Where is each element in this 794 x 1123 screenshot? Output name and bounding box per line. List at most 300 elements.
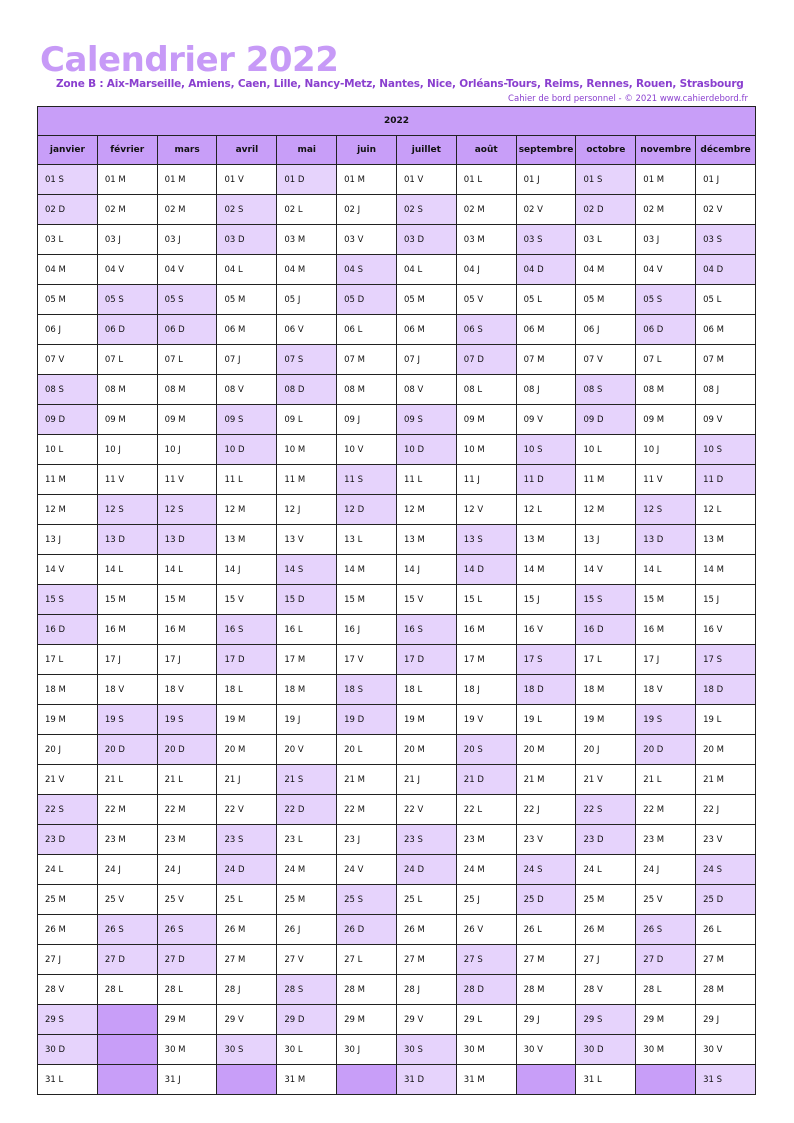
day-cell: 03 L [38,225,98,255]
day-cell: 12 S [636,495,696,525]
month-header: septembre [516,136,576,165]
day-cell: 21 J [217,765,277,795]
month-header: mai [277,136,337,165]
day-cell: 16 J [337,615,397,645]
month-header: octobre [576,136,636,165]
day-cell: 18 V [636,675,696,705]
day-cell: 23 M [97,825,157,855]
day-cell: 05 S [97,285,157,315]
day-cell: 13 M [516,525,576,555]
day-cell: 25 M [38,885,98,915]
day-cell: 25 L [396,885,456,915]
day-cell: 23 J [337,825,397,855]
day-cell: 21 D [456,765,516,795]
day-cell: 08 M [636,375,696,405]
day-cell: 28 L [157,975,217,1005]
day-cell: 12 M [576,495,636,525]
day-cell: 16 S [396,615,456,645]
day-cell: 14 S [277,555,337,585]
day-cell: 27 M [516,945,576,975]
day-cell: 21 V [38,765,98,795]
day-cell: 25 S [337,885,397,915]
day-cell: 15 V [396,585,456,615]
day-cell: 25 V [97,885,157,915]
table-row [38,285,756,315]
day-cell: 08 V [396,375,456,405]
day-cell: 26 V [456,915,516,945]
day-cell: 02 V [516,195,576,225]
day-cell: 08 L [456,375,516,405]
day-cell: 29 M [337,1005,397,1035]
day-cell: 08 M [337,375,397,405]
day-cell: 26 S [97,915,157,945]
day-cell: 30 M [157,1035,217,1065]
day-cell: 12 M [396,495,456,525]
day-cell: 27 D [157,945,217,975]
day-cell: 30 M [456,1035,516,1065]
day-cell: 27 S [456,945,516,975]
day-cell: 11 M [277,465,337,495]
day-cell: 11 D [696,465,756,495]
day-cell: 18 L [396,675,456,705]
day-cell: 13 J [38,525,98,555]
day-cell: 17 D [396,645,456,675]
day-cell: 05 D [337,285,397,315]
day-cell: 31 J [157,1065,217,1095]
day-cell: 03 J [157,225,217,255]
table-row [38,615,756,645]
day-cell: 07 M [337,345,397,375]
day-cell: 09 L [277,405,337,435]
day-cell: 05 M [38,285,98,315]
day-cell: 03 V [337,225,397,255]
day-cell: 23 M [456,825,516,855]
day-cell: 04 V [157,255,217,285]
table-row [38,375,756,405]
day-cell: 09 V [696,405,756,435]
day-cell: 25 V [636,885,696,915]
table-row [38,645,756,675]
day-cell: 14 J [396,555,456,585]
month-header: février [97,136,157,165]
day-cell: 15 M [337,585,397,615]
day-cell: 23 L [277,825,337,855]
day-cell: 20 J [38,735,98,765]
day-cell: 06 M [396,315,456,345]
day-cell: 19 S [636,705,696,735]
day-cell: 08 M [157,375,217,405]
day-cell: 07 J [217,345,277,375]
day-cell: 17 L [38,645,98,675]
day-cell: 07 L [157,345,217,375]
empty-day-cell [636,1065,696,1095]
day-cell: 30 D [576,1035,636,1065]
day-cell: 29 V [217,1005,277,1035]
day-cell: 28 M [516,975,576,1005]
day-cell: 22 V [217,795,277,825]
day-cell: 09 S [217,405,277,435]
day-cell: 29 L [456,1005,516,1035]
day-cell: 19 M [217,705,277,735]
day-cell: 06 M [696,315,756,345]
day-cell: 07 V [576,345,636,375]
day-cell: 05 S [636,285,696,315]
table-row [38,585,756,615]
day-cell: 11 L [396,465,456,495]
day-cell: 10 S [516,435,576,465]
day-cell: 17 S [696,645,756,675]
day-cell: 24 S [696,855,756,885]
month-header: décembre [696,136,756,165]
day-cell: 02 D [38,195,98,225]
day-cell: 08 V [217,375,277,405]
day-cell: 22 L [456,795,516,825]
day-cell: 04 M [277,255,337,285]
day-cell: 21 J [396,765,456,795]
day-cell: 19 M [38,705,98,735]
day-cell: 15 M [97,585,157,615]
day-cell: 01 J [696,165,756,195]
day-cell: 02 J [337,195,397,225]
day-cell: 15 J [516,585,576,615]
table-row [38,195,756,225]
day-cell: 05 M [396,285,456,315]
day-cell: 29 J [696,1005,756,1035]
day-cell: 04 M [38,255,98,285]
day-cell: 01 L [456,165,516,195]
day-cell: 05 S [157,285,217,315]
day-cell: 15 M [157,585,217,615]
day-cell: 22 M [337,795,397,825]
empty-day-cell [97,1035,157,1065]
day-cell: 27 M [696,945,756,975]
day-cell: 30 L [277,1035,337,1065]
day-cell: 04 D [516,255,576,285]
day-cell: 15 S [38,585,98,615]
day-cell: 27 J [38,945,98,975]
day-cell: 04 V [636,255,696,285]
day-cell: 01 D [277,165,337,195]
day-cell: 19 S [157,705,217,735]
day-cell: 08 D [277,375,337,405]
table-row [38,975,756,1005]
table-row [38,465,756,495]
day-cell: 18 M [38,675,98,705]
day-cell: 01 M [337,165,397,195]
day-cell: 26 S [157,915,217,945]
day-cell: 06 S [456,315,516,345]
day-cell: 21 M [337,765,397,795]
table-row [38,345,756,375]
day-cell: 22 D [277,795,337,825]
day-cell: 13 M [396,525,456,555]
day-cell: 14 L [97,555,157,585]
day-cell: 26 L [696,915,756,945]
day-cell: 14 V [576,555,636,585]
empty-day-cell [217,1065,277,1095]
day-cell: 14 M [337,555,397,585]
day-cell: 22 S [576,795,636,825]
day-cell: 19 D [337,705,397,735]
day-cell: 02 M [157,195,217,225]
day-cell: 21 S [277,765,337,795]
day-cell: 25 D [516,885,576,915]
table-row [38,555,756,585]
day-cell: 06 J [576,315,636,345]
day-cell: 27 D [636,945,696,975]
table-row [38,795,756,825]
day-cell: 04 D [696,255,756,285]
day-cell: 18 M [576,675,636,705]
day-cell: 20 M [396,735,456,765]
day-cell: 28 S [277,975,337,1005]
day-cell: 10 J [636,435,696,465]
day-cell: 27 M [217,945,277,975]
day-cell: 23 V [516,825,576,855]
day-cell: 21 L [636,765,696,795]
day-cell: 03 S [696,225,756,255]
day-cell: 10 L [38,435,98,465]
day-cell: 11 M [38,465,98,495]
day-cell: 02 M [456,195,516,225]
table-row [38,225,756,255]
day-cell: 24 J [97,855,157,885]
day-cell: 06 D [157,315,217,345]
month-header: janvier [38,136,98,165]
day-cell: 01 M [157,165,217,195]
day-cell: 24 D [396,855,456,885]
day-cell: 31 L [38,1065,98,1095]
table-row [38,705,756,735]
day-cell: 16 V [516,615,576,645]
day-cell: 20 V [277,735,337,765]
day-cell: 02 M [636,195,696,225]
day-cell: 22 J [516,795,576,825]
day-cell: 03 M [456,225,516,255]
day-cell: 25 L [217,885,277,915]
day-cell: 16 D [576,615,636,645]
day-cell: 03 M [277,225,337,255]
day-cell: 15 L [456,585,516,615]
day-cell: 15 J [696,585,756,615]
day-cell: 09 J [337,405,397,435]
calendar-body [38,165,756,1095]
day-cell: 27 L [337,945,397,975]
table-row [38,405,756,435]
day-cell: 31 M [456,1065,516,1095]
zone-subtitle: Zone B : Aix-Marseille, Amiens, Caen, Lille, Nancy-Metz, Nantes, Nice, Orléans-Tours, Reims, Rennes, Rouen, Strasbourg [56,78,744,90]
day-cell: 24 M [277,855,337,885]
day-cell: 18 D [516,675,576,705]
day-cell: 09 M [636,405,696,435]
day-cell: 09 D [38,405,98,435]
day-cell: 28 V [38,975,98,1005]
day-cell: 11 V [97,465,157,495]
day-cell: 05 L [516,285,576,315]
day-cell: 12 D [337,495,397,525]
day-cell: 16 S [217,615,277,645]
day-cell: 31 D [396,1065,456,1095]
day-cell: 01 M [636,165,696,195]
month-header: mars [157,136,217,165]
table-row [38,435,756,465]
day-cell: 06 M [217,315,277,345]
day-cell: 19 J [277,705,337,735]
day-cell: 10 V [337,435,397,465]
table-row [38,165,756,195]
empty-day-cell [97,1005,157,1035]
day-cell: 08 S [38,375,98,405]
day-cell: 13 S [456,525,516,555]
day-cell: 17 S [516,645,576,675]
day-cell: 09 M [97,405,157,435]
day-cell: 04 L [396,255,456,285]
day-cell: 29 S [38,1005,98,1035]
month-header-row [38,136,756,165]
day-cell: 26 M [576,915,636,945]
day-cell: 21 V [576,765,636,795]
day-cell: 01 V [217,165,277,195]
day-cell: 15 S [576,585,636,615]
day-cell: 20 S [456,735,516,765]
day-cell: 04 S [337,255,397,285]
day-cell: 12 M [38,495,98,525]
day-cell: 23 S [217,825,277,855]
day-cell: 05 M [217,285,277,315]
day-cell: 02 S [217,195,277,225]
day-cell: 11 V [636,465,696,495]
day-cell: 19 V [456,705,516,735]
day-cell: 13 L [337,525,397,555]
day-cell: 30 J [337,1035,397,1065]
day-cell: 30 S [217,1035,277,1065]
day-cell: 13 D [97,525,157,555]
day-cell: 29 M [636,1005,696,1035]
month-header: avril [217,136,277,165]
day-cell: 23 D [576,825,636,855]
day-cell: 12 S [97,495,157,525]
day-cell: 14 M [516,555,576,585]
day-cell: 05 M [576,285,636,315]
day-cell: 23 S [396,825,456,855]
day-cell: 28 L [636,975,696,1005]
day-cell: 30 V [516,1035,576,1065]
day-cell: 07 M [516,345,576,375]
day-cell: 05 J [277,285,337,315]
day-cell: 16 V [696,615,756,645]
day-cell: 23 D [38,825,98,855]
table-row [38,315,756,345]
day-cell: 22 S [38,795,98,825]
day-cell: 10 D [217,435,277,465]
day-cell: 07 L [97,345,157,375]
table-row [38,255,756,285]
day-cell: 15 M [636,585,696,615]
day-cell: 27 D [97,945,157,975]
day-cell: 10 S [696,435,756,465]
day-cell: 07 D [456,345,516,375]
day-cell: 07 S [277,345,337,375]
day-cell: 18 S [337,675,397,705]
day-cell: 24 S [516,855,576,885]
calendar-table [37,106,756,1095]
day-cell: 25 M [277,885,337,915]
day-cell: 21 M [516,765,576,795]
day-cell: 14 L [636,555,696,585]
table-row [38,825,756,855]
empty-day-cell [97,1065,157,1095]
day-cell: 28 M [696,975,756,1005]
day-cell: 02 M [97,195,157,225]
day-cell: 20 M [696,735,756,765]
day-cell: 17 D [217,645,277,675]
day-cell: 24 D [217,855,277,885]
day-cell: 08 M [97,375,157,405]
day-cell: 03 L [576,225,636,255]
day-cell: 01 V [396,165,456,195]
month-header: août [456,136,516,165]
day-cell: 31 S [696,1065,756,1095]
day-cell: 13 D [157,525,217,555]
table-row [38,855,756,885]
day-cell: 09 D [576,405,636,435]
day-cell: 26 S [636,915,696,945]
day-cell: 06 J [38,315,98,345]
day-cell: 13 D [636,525,696,555]
table-row [38,945,756,975]
day-cell: 03 J [636,225,696,255]
day-cell: 20 M [217,735,277,765]
day-cell: 07 J [396,345,456,375]
day-cell: 21 L [97,765,157,795]
day-cell: 13 M [696,525,756,555]
day-cell: 30 M [636,1035,696,1065]
day-cell: 08 J [516,375,576,405]
day-cell: 07 M [696,345,756,375]
table-row [38,525,756,555]
day-cell: 20 J [576,735,636,765]
day-cell: 11 D [516,465,576,495]
day-cell: 22 M [157,795,217,825]
month-header: juin [337,136,397,165]
day-cell: 20 D [97,735,157,765]
table-row [38,1005,756,1035]
day-cell: 04 V [97,255,157,285]
day-cell: 29 V [396,1005,456,1035]
day-cell: 26 J [277,915,337,945]
day-cell: 29 M [157,1005,217,1035]
day-cell: 03 D [217,225,277,255]
day-cell: 12 J [277,495,337,525]
day-cell: 18 V [157,675,217,705]
day-cell: 20 D [636,735,696,765]
day-cell: 16 M [636,615,696,645]
day-cell: 24 J [636,855,696,885]
page-title: Calendrier 2022 [40,40,339,80]
day-cell: 09 M [456,405,516,435]
day-cell: 18 V [97,675,157,705]
table-row [38,765,756,795]
day-cell: 16 D [38,615,98,645]
day-cell: 17 J [97,645,157,675]
day-cell: 07 V [38,345,98,375]
credit-text: Cahier de bord personnel - © 2021 www.cahierdebord.fr [508,94,748,104]
day-cell: 24 J [157,855,217,885]
day-cell: 10 M [277,435,337,465]
day-cell: 26 M [396,915,456,945]
day-cell: 01 S [38,165,98,195]
table-row [38,675,756,705]
